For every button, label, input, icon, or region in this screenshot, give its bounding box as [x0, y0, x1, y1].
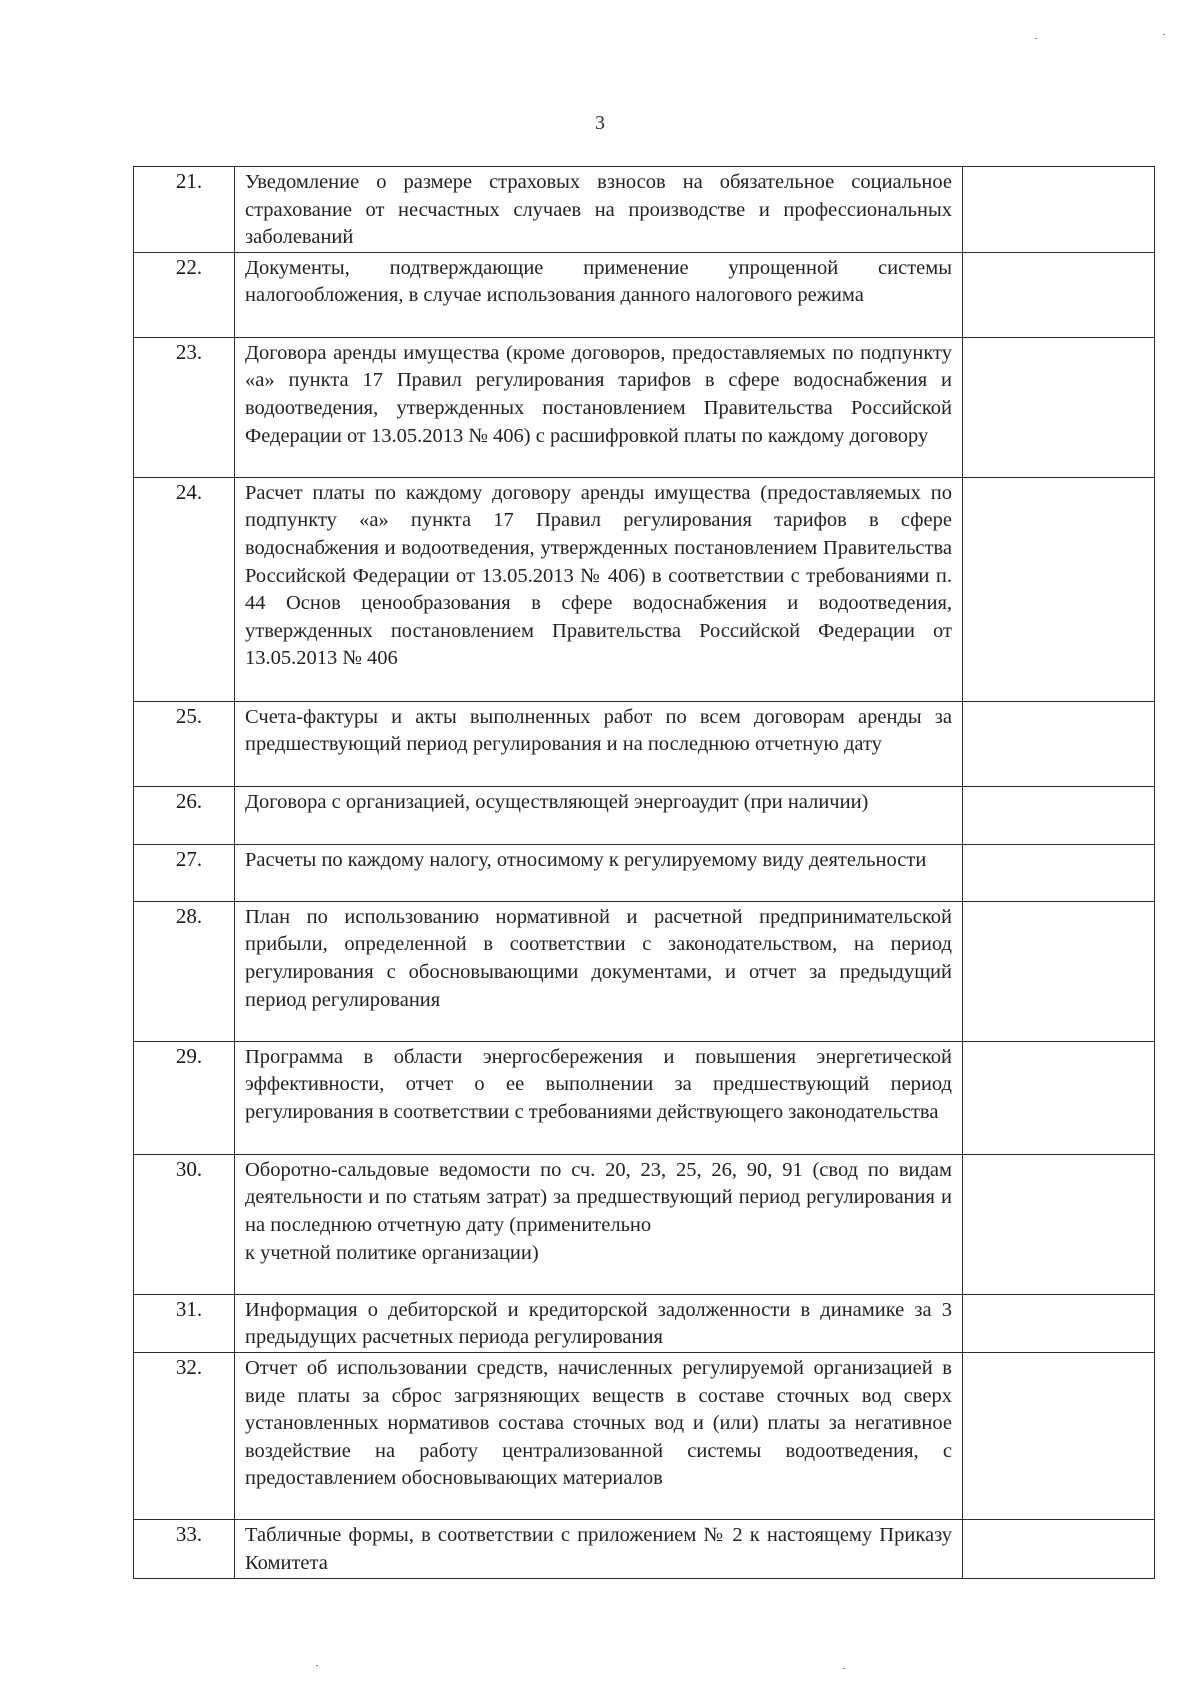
table-row: [134, 901, 1155, 1041]
row-number: 29.: [134, 1041, 235, 1154]
table-row: [134, 1352, 1155, 1519]
row-text: План по использованию нормативной и расчетной предпринимательской прибыли, определенной в соответствии с законодательством, на период регулирования с обосновывающими документами, и отчет за предыдущий период регулирования: [235, 901, 963, 1041]
row-text: Договора с организацией, осуществляющей энергоаудит (при наличии): [235, 786, 963, 844]
row-text: Табличные формы, в соответствии с приложением № 2 к настоящему Приказу Комитета: [235, 1519, 963, 1578]
row-number: 24.: [134, 477, 235, 701]
row-text: Счета-фактуры и акты выполненных работ по всем договорам аренды за предшествующий период регулирования и на последнюю отчетную дату: [235, 701, 963, 786]
table-row: [134, 337, 1155, 477]
table-row: [134, 786, 1155, 844]
row-text: Информация о дебиторской и кредиторской задолженности в динамике за 3 предыдущих расчетных периода регулирования: [235, 1294, 963, 1352]
row-text: Договора аренды имущества (кроме договоров, предоставляемых по подпункту «а» пункта 17 Правил регулирования тарифов в сфере водоснабжения и водоотведения, утвержденных постановлением Правительства Российской Федерации от 13.05.2013 № 406) с расшифровкой платы по каждому договору: [235, 337, 963, 477]
row-number: 33.: [134, 1519, 235, 1578]
row-number: 30.: [134, 1154, 235, 1294]
row-text: Документы, подтверждающие применение упрощенной системы налогообложения, в случае использования данного налогового режима: [235, 252, 963, 337]
row-number: 23.: [134, 337, 235, 477]
row-text: Расчеты по каждому налогу, относимому к регулируемому виду деятельности: [235, 844, 963, 901]
row-mark: [963, 1154, 1155, 1294]
table-row: [134, 1154, 1155, 1294]
row-number: 25.: [134, 701, 235, 786]
row-number: 28.: [134, 901, 235, 1041]
table-row: [134, 1041, 1155, 1154]
row-text: Расчет платы по каждому договору аренды имущества (предоставляемых по подпункту «а» пункта 17 Правил регулирования тарифов в сфере водоснабжения и водоотведения, утвержденных постановлением Правительства Российской Федерации от 13.05.2013 № 406) в соответствии с требованиями п. 44 Основ ценообразования в сфере водоснабжения и водоотведения, утвержденных постановлением Правительства Российской Федерации от 13.05.2013 № 406: [235, 477, 963, 701]
table-row: [134, 701, 1155, 786]
row-mark: [963, 1352, 1155, 1519]
table-row: [134, 477, 1155, 701]
row-text: Программа в области энергосбережения и повышения энергетической эффективности, отчет о ее выполнении за предшествующий период регулирования в соответствии с требованиями действующего законодательства: [235, 1041, 963, 1154]
table-row: [134, 252, 1155, 337]
scan-speck: [1035, 38, 1037, 39]
documents-table: [133, 166, 1155, 1579]
table-row: [134, 1519, 1155, 1578]
row-number: 26.: [134, 786, 235, 844]
row-number: 22.: [134, 252, 235, 337]
row-mark: [963, 786, 1155, 844]
row-number: 27.: [134, 844, 235, 901]
row-mark: [963, 337, 1155, 477]
table-row: [134, 1294, 1155, 1352]
row-text: Уведомление о размере страховых взносов на обязательное социальное страхование от несчастных случаев на производстве и профессиональных заболеваний: [235, 167, 963, 253]
row-mark: [963, 1041, 1155, 1154]
row-mark: [963, 167, 1155, 253]
row-mark: [963, 1519, 1155, 1578]
row-mark: [963, 701, 1155, 786]
row-mark: [963, 1294, 1155, 1352]
row-mark: [963, 844, 1155, 901]
row-number: 31.: [134, 1294, 235, 1352]
row-text: Отчет об использовании средств, начисленных регулируемой организацией в виде платы за сброс загрязняющих веществ в составе сточных вод сверх установленных нормативов состава сточных вод и (или) платы за негативное воздействие на работу централизованной системы водоотведения, с предоставлением обосновывающих материалов: [235, 1352, 963, 1519]
page-number: 3: [595, 112, 605, 134]
row-mark: [963, 252, 1155, 337]
row-mark: [963, 477, 1155, 701]
row-text: Оборотно-сальдовые ведомости по сч. 20, 23, 25, 26, 90, 91 (свод по видам деятельности и по статьям затрат) за предшествующий период регулирования и на последнюю отчетную дату (применительно к учетной политике организации): [235, 1154, 963, 1294]
row-number: 32.: [134, 1352, 235, 1519]
scan-speck: [316, 1665, 318, 1666]
row-mark: [963, 901, 1155, 1041]
table-row: [134, 167, 1155, 253]
row-number: 21.: [134, 167, 235, 253]
table-row: [134, 844, 1155, 901]
scan-speck: [1163, 34, 1165, 35]
scan-speck: [843, 1668, 845, 1669]
